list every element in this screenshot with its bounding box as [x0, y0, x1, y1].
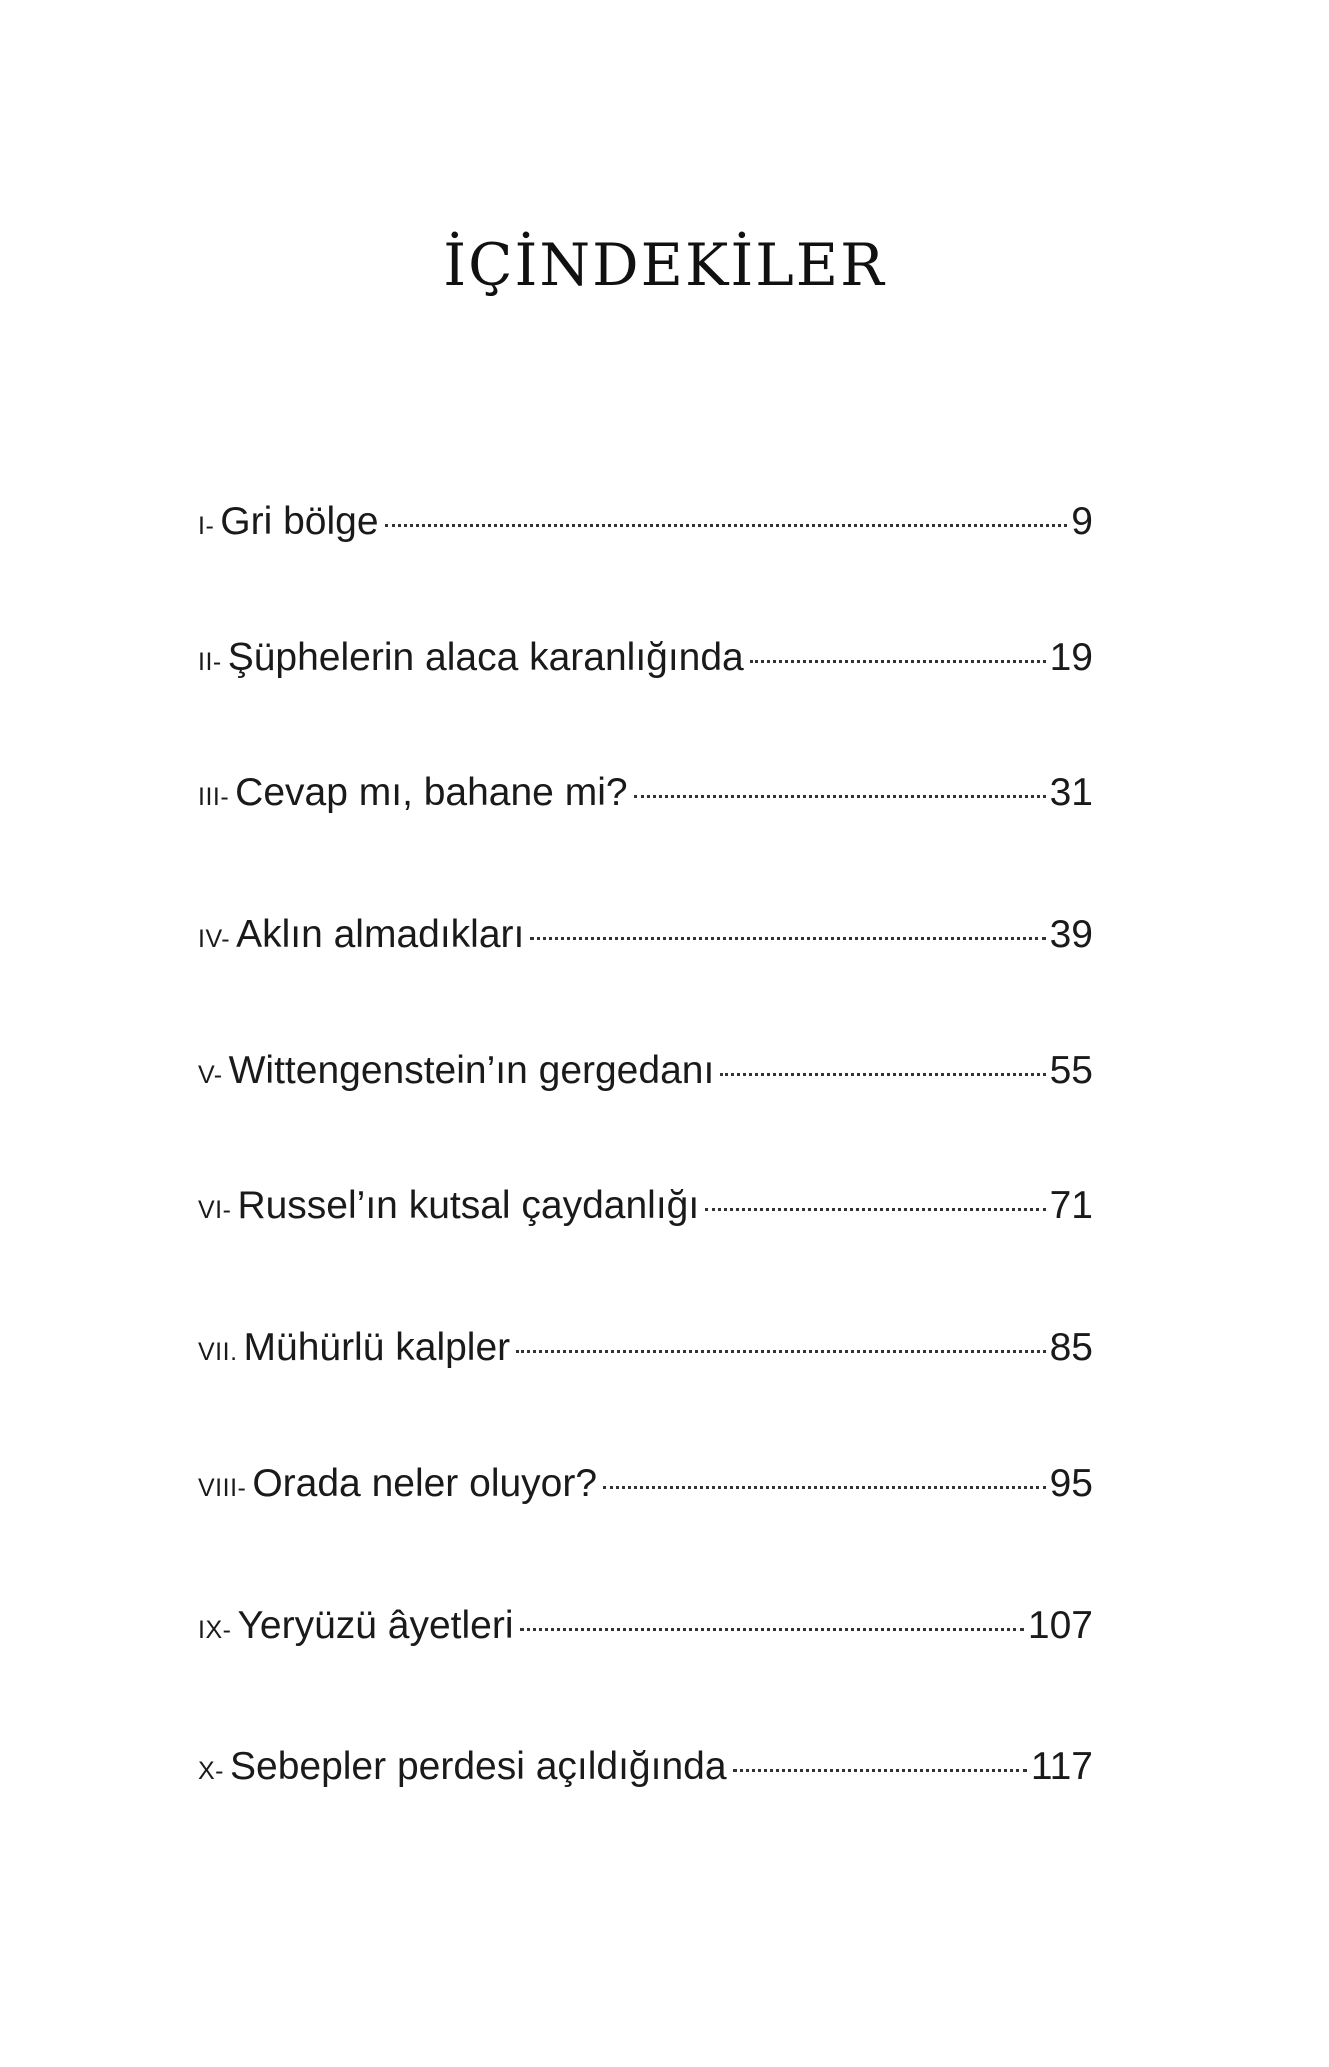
chapter-title: Russel’ın kutsal çaydanlığı	[237, 1184, 700, 1227]
dot-leader	[634, 795, 1046, 798]
page-number: 55	[1049, 1049, 1093, 1092]
page-number: 31	[1049, 771, 1093, 814]
chapter-number: II-	[198, 648, 222, 676]
toc-entry-1	[198, 500, 1093, 560]
dot-leader	[603, 1486, 1046, 1489]
page-number: 39	[1049, 913, 1093, 956]
toc-entry-9	[198, 1604, 1093, 1664]
chapter-title: Orada neler oluyor?	[252, 1462, 598, 1505]
dot-leader	[385, 524, 1068, 527]
chapter-number: IX-	[198, 1616, 232, 1644]
chapter-number: VII.	[198, 1338, 238, 1366]
dot-leader	[733, 1769, 1027, 1772]
page-number: 9	[1071, 500, 1093, 543]
page-number: 85	[1049, 1326, 1093, 1369]
page-title: İÇİNDEKİLER	[443, 231, 886, 299]
chapter-number: IV-	[198, 925, 231, 953]
toc-entry-7	[198, 1326, 1093, 1386]
toc-entry-8	[198, 1462, 1093, 1522]
toc-entry-4	[198, 913, 1093, 973]
chapter-title: Aklın almadıkları	[236, 913, 525, 956]
dot-leader	[720, 1073, 1045, 1076]
chapter-number: V-	[198, 1061, 223, 1089]
toc-entry-2	[198, 636, 1093, 696]
page-number: 19	[1049, 636, 1093, 679]
chapter-title: Cevap mı, bahane mi?	[235, 771, 628, 814]
chapter-number: I-	[198, 512, 215, 540]
toc-entry-6	[198, 1184, 1093, 1244]
page-number: 71	[1049, 1184, 1093, 1227]
dot-leader	[530, 937, 1045, 940]
chapter-title: Mühürlü kalpler	[243, 1326, 511, 1369]
chapter-title: Wittengenstein’ın gergedanı	[228, 1049, 715, 1092]
dot-leader	[750, 660, 1046, 663]
page-number: 117	[1030, 1745, 1093, 1788]
chapter-title: Gri bölge	[220, 500, 379, 543]
chapter-title: Şüphelerin alaca karanlığında	[227, 636, 744, 679]
toc-entry-3	[198, 771, 1093, 831]
chapter-number: III-	[198, 783, 230, 811]
dot-leader	[516, 1350, 1045, 1353]
dot-leader	[705, 1208, 1045, 1211]
toc-entry-10	[198, 1745, 1093, 1805]
chapter-number: X-	[198, 1757, 224, 1785]
page-number: 95	[1049, 1462, 1093, 1505]
chapter-title: Sebepler perdesi açıldığında	[230, 1745, 727, 1788]
page-number: 107	[1027, 1604, 1093, 1647]
chapter-title: Yeryüzü âyetleri	[237, 1604, 514, 1647]
dot-leader	[520, 1628, 1024, 1631]
toc-entry-5	[198, 1049, 1093, 1109]
chapter-number: VIII-	[198, 1474, 247, 1502]
chapter-number: VI-	[198, 1196, 232, 1224]
